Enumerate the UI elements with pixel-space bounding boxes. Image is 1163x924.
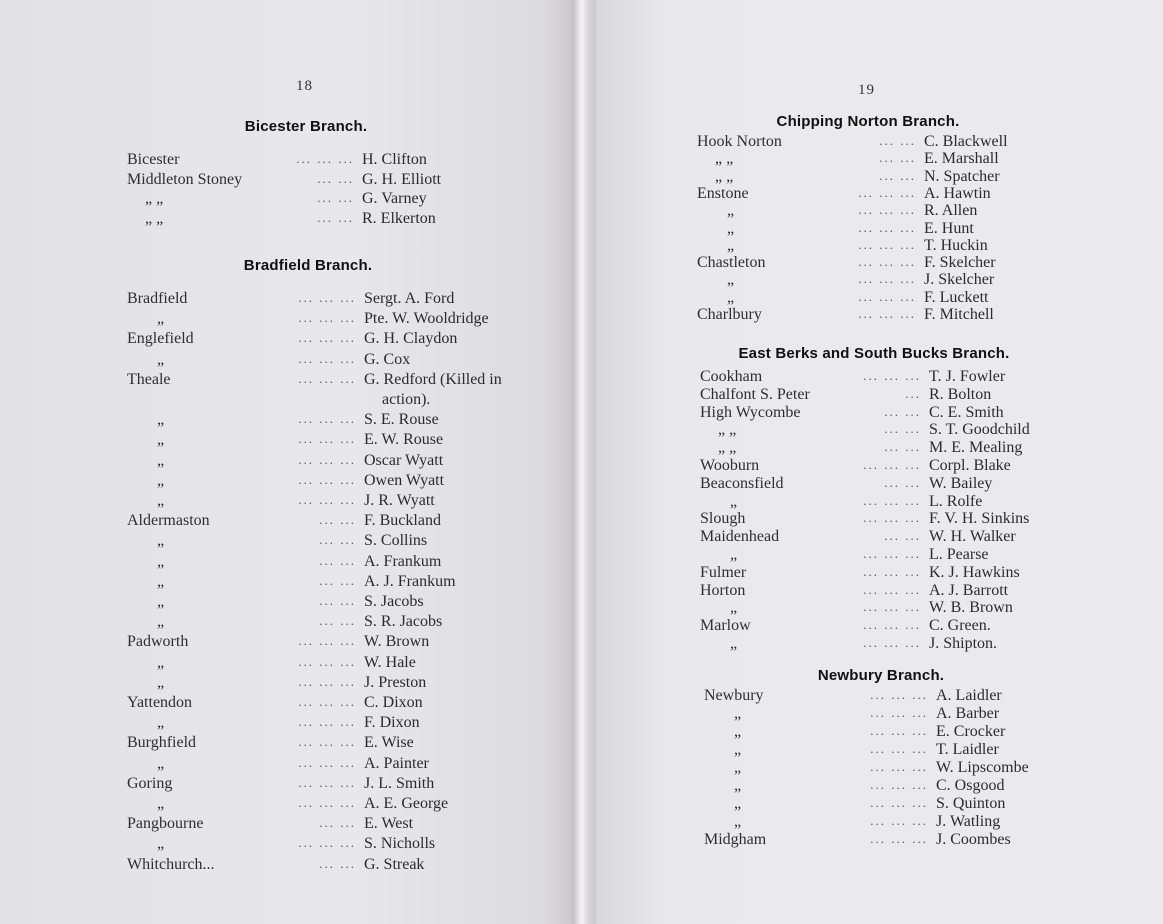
entry-place: „ [157,572,165,590]
entry-name: Pte. W. Wooldridge [364,310,489,328]
list-item [0,775,560,795]
entry-leader-dots: ... ... [319,512,356,528]
entry-place: Charlbury [697,306,762,323]
entry-name: A. Laidler [936,687,1002,704]
entry-place: „ [734,759,742,776]
entry-leader-dots: ... ... [319,815,356,831]
entry-leader-dots: ... ... [884,474,921,490]
list-item [0,190,560,210]
entry-place: „ [727,288,735,306]
entry-leader-dots: ... ... ... [298,835,356,851]
entry-name: E. Crocker [936,723,1006,740]
entry-place: „ [730,546,738,563]
entry-place: „ [727,202,735,220]
list-item [0,431,560,451]
entry-name: Oscar Wyatt [364,451,444,469]
section-heading-east-berks: East Berks and South Bucks Branch. [738,345,1010,362]
entry-place: „ [734,723,742,740]
entry-leader-dots: ... ... ... [870,723,928,738]
entry-place: „ [157,714,165,732]
entry-leader-dots: ... ... ... [298,330,356,346]
list-item [596,813,1156,833]
list-item [0,171,560,191]
entry-name: C. Green. [929,617,991,635]
entry-place: Fulmer [700,563,747,581]
entry-name: J. R. Wyatt [364,492,435,509]
entry-leader-dots: ... ... [319,855,356,871]
list-item [596,705,1156,725]
entry-leader-dots: ... ... ... [298,411,356,427]
entry-leader-dots: ... ... [884,403,921,419]
entry-place: „ [157,653,165,671]
entry-place: „ [157,754,165,772]
entry-leader-dots: ... ... [884,421,921,437]
entry-leader-dots: ... ... ... [863,617,921,633]
section-heading-bradfield: Bradfield Branch. [243,257,373,274]
entry-name: G. Streak [364,855,425,873]
entry-place: Newbury [704,687,764,704]
entry-place: Maidenhead [700,528,780,546]
entry-name: G. Cox [364,350,411,368]
entry-leader-dots: ... ... ... [870,687,928,702]
entry-leader-dots: ... ... ... [870,705,928,720]
entry-name: Owen Wyatt [364,471,445,489]
entry-name: A. J. Barrott [929,581,1009,599]
entry-leader-dots: ... ... ... [863,492,921,508]
entry-name: J. Skelcher [924,271,995,289]
entry-leader-dots: ... ... [319,572,356,588]
entry-place: „ [734,741,742,758]
entry-leader-dots: ... ... [879,150,916,166]
entry-leader-dots: ... [905,385,921,401]
entry-name: J. Preston [364,673,427,691]
entry-name: W. B. Brown [929,599,1013,617]
list-item [0,573,560,593]
entry-name: J. Coombes [936,831,1011,848]
entry-place: Wooburn [700,457,760,474]
entry-place: Beaconsfield [700,474,784,492]
list-item [0,633,560,653]
entry-leader-dots: ... ... ... [298,350,356,366]
entry-name: E. W. Rouse [364,431,444,449]
entry-place: Englefield [127,330,194,348]
entry-leader-dots: ... ... ... [863,635,921,650]
entry-name: A. Painter [364,754,429,772]
entry-name: S. R. Jacobs [364,613,443,631]
section-heading-chipping-norton: Chipping Norton Branch. [776,113,960,130]
entry-leader-dots: ... ... [879,167,916,183]
entry-leader-dots: ... ... ... [298,290,356,305]
entry-place: Hook Norton [697,133,782,150]
entry-name: M. E. Mealing [929,439,1023,457]
entry-place: „ [734,813,742,830]
entry-place: Midgham [704,831,767,848]
entry-place: Yattendon [127,694,193,711]
entry-place: „ [730,599,738,617]
entry-place: Whitchurch... [127,855,215,873]
entry-place: „ [727,236,735,254]
entry-name: R. Allen [924,202,978,220]
entry-name: L. Rolfe [929,492,983,510]
entry-leader-dots: ... ... ... [858,236,916,252]
section-heading-bicester: Bicester Branch. [244,118,368,135]
entry-name: J. L. Smith [364,774,435,792]
entry-name: W. Bailey [929,474,993,492]
entry-leader-dots: ... ... [317,209,354,225]
entry-leader-dots: ... ... ... [863,563,921,579]
entry-name: action). [382,391,431,408]
list-item [0,290,560,310]
entry-name: S. Jacobs [364,593,424,610]
entry-leader-dots: ... ... ... [298,694,356,709]
entry-leader-dots: ... ... [884,528,921,544]
entry-name: E. Wise [364,734,414,752]
list-item [596,306,1156,326]
entry-place: „ „ [715,167,734,185]
entry-place: „ [157,613,165,631]
list-item [0,391,560,411]
entry-leader-dots: ... ... ... [863,510,921,526]
entry-leader-dots: ... ... ... [858,219,916,235]
entry-place: Padworth [127,633,189,651]
entry-place: Burghfield [127,734,197,752]
entry-place: „ [157,350,165,368]
list-item [0,674,560,694]
list-item [0,553,560,573]
list-item [596,687,1156,707]
entry-name: W. Brown [364,633,430,651]
entry-leader-dots: ... ... ... [863,368,921,383]
entry-leader-dots: ... ... ... [298,754,356,770]
entry-leader-dots: ... ... [319,613,356,629]
entry-name: E. Marshall [924,150,999,168]
entry-name: L. Pearse [929,546,989,563]
entry-name: S. Quinton [936,795,1006,812]
entry-place: Aldermaston [127,512,210,530]
entry-leader-dots: ... ... [319,552,356,568]
entry-leader-dots: ... ... ... [298,451,356,467]
entry-leader-dots: ... ... ... [858,271,916,287]
entry-name: C. E. Smith [929,403,1004,421]
page-number-right: 19 [858,82,875,98]
entry-leader-dots: ... ... ... [870,759,928,774]
entry-leader-dots: ... ... [317,170,354,186]
list-item [596,635,1156,655]
entry-leader-dots: ... ... ... [870,831,928,846]
entry-place: Goring [127,774,173,792]
list-item [596,759,1156,779]
list-item [0,492,560,512]
entry-name: F. Buckland [364,512,441,530]
list-item [0,654,560,674]
entry-name: A. Hawtin [924,184,991,202]
entry-leader-dots: ... ... [319,532,356,548]
entry-place: „ [157,795,165,812]
list-item [0,532,560,552]
entry-name: F. Mitchell [924,306,994,323]
list-item [0,210,560,230]
entry-name: F. Luckett [924,288,989,306]
entry-place: „ [157,471,165,489]
entry-place: Middleton Stoney [127,170,243,188]
entry-leader-dots: ... ... ... [298,431,356,447]
entry-leader-dots: ... ... [317,190,354,205]
entry-name: N. Spatcher [924,167,1000,185]
entry-leader-dots: ... ... ... [870,813,928,828]
entry-place: „ [157,310,165,328]
entry-name: E. West [364,815,414,833]
entry-place: „ „ [718,439,737,457]
entry-name: T. Huckin [924,236,988,254]
entry-name: A. E. George [364,795,449,812]
entry-place: Enstone [697,184,749,202]
entry-leader-dots: ... ... ... [296,151,354,166]
entry-leader-dots: ... ... [879,133,916,148]
entry-place: „ [157,431,165,449]
entry-leader-dots: ... ... ... [870,777,928,792]
entry-name: Sergt. A. Ford [364,290,455,307]
list-item [596,741,1156,761]
entry-place: „ [157,532,165,550]
entry-place: „ [734,705,742,722]
entry-place: Chastleton [697,254,766,272]
entry-leader-dots: ... ... ... [858,202,916,218]
entry-place: „ [157,411,165,429]
list-item [596,795,1156,815]
entry-place: Cookham [700,368,763,385]
entry-name: F. V. H. Sinkins [929,510,1030,528]
entry-name: C. Osgood [936,777,1005,794]
entry-name: G. H. Elliott [362,170,442,188]
entry-place: Horton [700,581,746,599]
entry-place: High Wycombe [700,403,801,421]
entry-leader-dots: ... ... ... [298,471,356,487]
entry-leader-dots: ... ... ... [298,774,356,790]
entry-name: A. Frankum [364,552,442,570]
entry-name: S. E. Rouse [364,411,439,429]
entry-place: „ [157,673,165,691]
list-item [0,734,560,754]
entry-leader-dots: ... ... ... [863,546,921,561]
entry-place: „ [727,219,735,237]
entry-name: J. Shipton. [929,635,998,652]
list-item [0,835,560,855]
entry-name: F. Skelcher [924,254,996,272]
entry-leader-dots: ... ... ... [858,254,916,270]
entry-name: F. Dixon [364,714,420,732]
entry-place: „ [730,635,738,652]
entry-name: G. Varney [362,190,427,207]
entry-place: „ [730,492,738,510]
entry-place: Bradfield [127,290,188,307]
entry-place: „ [157,835,165,853]
entry-leader-dots: ... ... ... [863,581,921,597]
page-number-left: 18 [296,78,313,94]
entry-leader-dots: ... ... ... [298,795,356,810]
entry-leader-dots: ... ... ... [858,306,916,321]
entry-place: Marlow [700,617,751,635]
entry-name: R. Elkerton [362,209,436,227]
entry-leader-dots: ... ... [319,593,356,608]
entry-name: C. Blackwell [924,133,1008,150]
entry-name: W. Lipscombe [936,759,1029,776]
entry-leader-dots: ... ... ... [298,714,356,730]
entry-place: „ [157,593,165,610]
entry-place: „ „ [145,190,164,207]
entry-place: „ „ [718,421,737,439]
entry-name: S. T. Goodchild [929,421,1030,439]
list-item [0,310,560,330]
entry-name: C. Dixon [364,694,423,711]
list-item [596,723,1156,743]
entry-place: Theale [127,370,171,388]
entry-name: A. Barber [936,705,1000,722]
entry-name: S. Nicholls [364,835,436,853]
entry-name: W. H. Walker [929,528,1016,546]
entry-leader-dots: ... ... ... [870,795,928,810]
entry-place: Slough [700,510,746,528]
list-item [0,351,560,371]
list-item [0,472,560,492]
entry-name: Corpl. Blake [929,457,1011,474]
entry-name: S. Collins [364,532,428,550]
list-item [0,694,560,714]
entry-leader-dots: ... ... ... [863,599,921,615]
left-page [0,0,578,924]
list-item [0,151,560,171]
entry-name: R. Bolton [929,385,992,403]
entry-name: K. J. Hawkins [929,563,1020,581]
list-item [596,777,1156,797]
list-item [0,714,560,734]
entry-name: T. J. Fowler [929,368,1006,385]
list-item [0,371,560,391]
entry-place: Bicester [127,151,180,168]
section-heading-newbury: Newbury Branch. [817,667,945,684]
entry-leader-dots: ... ... ... [298,673,356,689]
entry-name: G. H. Claydon [364,330,458,348]
entry-name: G. Redford (Killed in [364,370,502,388]
entry-place: „ „ [715,150,734,168]
list-item [0,452,560,472]
entry-name: A. J. Frankum [364,572,456,590]
list-item [0,755,560,775]
entry-name: T. Laidler [936,741,999,758]
entry-leader-dots: ... ... ... [870,741,928,756]
entry-leader-dots: ... ... ... [298,370,356,386]
entry-place: „ [734,795,742,812]
entry-leader-dots: ... ... ... [298,492,356,507]
entry-leader-dots: ... ... ... [858,288,916,304]
entry-place: „ [157,492,165,509]
entry-place: „ [157,552,165,570]
entry-name: W. Hale [364,653,416,671]
list-item [0,815,560,835]
list-item [0,593,560,613]
entry-leader-dots: ... ... ... [298,310,356,326]
list-item [0,795,560,815]
entry-place: Chalfont S. Peter [700,385,810,403]
entry-place: Pangbourne [127,815,204,833]
entry-leader-dots: ... ... [884,439,921,455]
entry-place: „ [727,271,735,289]
entry-name: H. Clifton [362,151,427,168]
list-item [0,330,560,350]
list-item [0,613,560,633]
entry-leader-dots: ... ... ... [858,184,916,200]
entry-place: „ [157,451,165,469]
list-item [0,856,560,876]
entry-leader-dots: ... ... ... [863,457,921,472]
entry-name: E. Hunt [924,219,974,237]
entry-place: „ „ [145,209,164,227]
entry-leader-dots: ... ... ... [298,633,356,649]
entry-leader-dots: ... ... ... [298,653,356,669]
right-page [596,0,1163,924]
list-item [596,831,1156,851]
list-item [0,411,560,431]
list-item [0,512,560,532]
entry-place: „ [734,777,742,794]
entry-leader-dots: ... ... ... [298,734,356,750]
entry-name: J. Watling [936,813,1001,830]
